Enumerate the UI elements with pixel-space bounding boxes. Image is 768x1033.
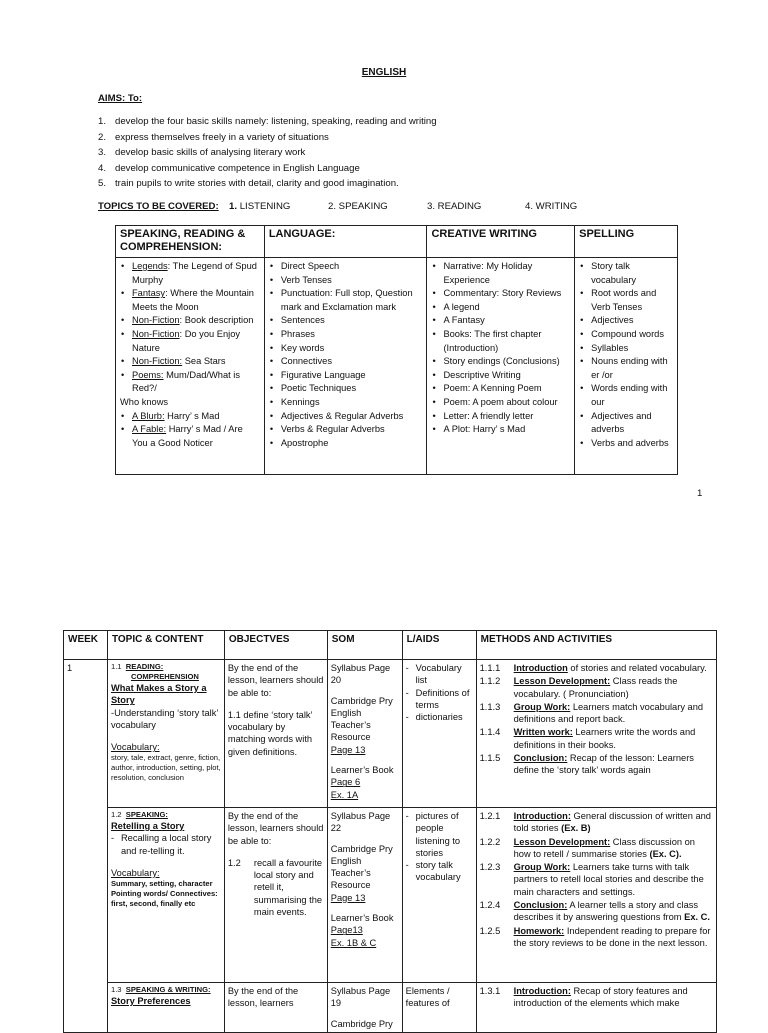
aids-cell: - Vocabulary list - Definitions of terms - dictionaries <box>402 660 476 808</box>
list-item: • A Blurb: Harry’ s Mad <box>120 410 260 424</box>
header-speaking: SPEAKING, READING & COMPREHENSION: <box>116 226 265 258</box>
methods-cell <box>476 660 716 808</box>
list-item: • Adjectives <box>579 314 673 328</box>
aim-item: 5. train pupils to write stories with detail, clarity and good imagination. <box>98 178 399 189</box>
header-som: SOM <box>327 631 402 660</box>
objectives-cell: By the end of the lesson, learners should be able to: 1.1 define ‘story talk’ vocabulary by matching words with given definitions. <box>224 660 327 808</box>
list-item: • Connectives <box>269 355 423 369</box>
list-item: • Commentary: Story Reviews <box>431 287 570 301</box>
list-item: • Adjectives and adverbs <box>579 410 673 437</box>
som-cell: Syllabus Page 20 Cambridge Pry English Teacher’s Resource Page 13 Learner’s Book Page 6 Ex. 1A <box>327 660 402 808</box>
list-item: • Letter: A friendly letter <box>431 410 570 424</box>
header-methods: METHODS AND ACTIVITIES <box>476 631 716 660</box>
list-item: • A legend <box>431 301 570 315</box>
som-cell: Syllabus Page 22 Cambridge Pry English Teacher’s Resource Page 13 Learner’s Book Page13 Ex. 1B & C <box>327 808 402 983</box>
list-item: • Non-Fiction: Do you Enjoy Nature <box>120 328 260 355</box>
topics-label: TOPICS TO BE COVERED: <box>98 201 219 212</box>
list-item: • Descriptive Writing <box>431 369 570 383</box>
methods-cell <box>476 808 716 983</box>
header-spelling: SPELLING <box>575 226 678 258</box>
list-item: • Figurative Language <box>269 369 423 383</box>
list-item: • Punctuation: Full stop, Question mark and Exclamation mark <box>269 287 423 314</box>
list-item: • Poem: A Kenning Poem <box>431 382 570 396</box>
aim-item: 2. express themselves freely in a variety of situations <box>98 131 329 143</box>
list-item: • Non-Fiction: Book description <box>120 314 260 328</box>
week-cell: 1 <box>64 660 108 1033</box>
aims-label: AIMS: To: <box>98 93 143 104</box>
list-item: • Adjectives & Regular Adverbs <box>269 410 423 424</box>
activity-item: 1.2.3 Group Work: Learners take turns with talk partners to retell local stories and describe the main characters and settings. <box>479 862 704 897</box>
topic-cell: 1.2 SPEAKING: Retelling a Story - Recalling a local story and re-telling it. Vocabulary: Summary, setting, character Pointing words/ Connectives: first, second, finally etc <box>107 808 224 983</box>
activity-item: 1.1.3 Group Work: Learners match vocabulary and definitions and report back. <box>479 701 704 725</box>
list-item: • Key words <box>269 342 423 356</box>
speaking-column <box>116 258 265 475</box>
topic-cell: 1.1 READING: COMPREHENSION What Makes a Story a Story -Understanding ‘story talk’ vocabulary Vocabulary: story, tale, extract, genre, fiction, author, introduction, setting, plot, resolution, conclusion <box>107 660 224 808</box>
list-item: • A Fable: Harry’ s Mad / Are You a Good Noticer <box>120 423 260 450</box>
list-item: • A Plot: Harry’ s Mad <box>431 423 570 437</box>
list-item: • Poetic Techniques <box>269 382 423 396</box>
list-item: • Poem: A poem about colour <box>431 396 570 410</box>
lesson-title: Retelling a Story <box>110 821 185 831</box>
list-item: • Kennings <box>269 396 423 410</box>
topic-cell: 1.3 SPEAKING & WRITING: Story Preferences <box>107 983 224 1033</box>
list-item: • Phrases <box>269 328 423 342</box>
table-row <box>64 983 717 1033</box>
activity-item: 1.2.1 Introduction: General discussion of written and told stories (Ex. B) <box>479 811 711 834</box>
list-item: • Words ending with our <box>579 382 673 409</box>
table-row <box>64 660 717 808</box>
activity-item: 1.2.2 Lesson Development: Class discussion on how to retell / summarise stories (Ex. C). <box>479 836 695 859</box>
list-item: • Root words and Verb Tenses <box>579 287 673 314</box>
topics-overview-table <box>115 225 678 475</box>
topic-listening: 1. LISTENING <box>229 201 291 212</box>
objectives-cell: By the end of the lesson, learners <box>224 983 327 1033</box>
activity-item: 1.3.1 Introduction: Recap of story features and introduction of the elements which make <box>479 986 688 1009</box>
list-item: • Story talk vocabulary <box>579 260 673 287</box>
list-item: • Sentences <box>269 314 423 328</box>
spelling-column <box>575 258 678 475</box>
activity-item: 1.2.4 Conclusion: A learner tells a story and class describes it by answering questions from Ex. C. <box>479 900 710 923</box>
topic-speaking: 2. SPEAKING <box>328 201 388 212</box>
som-cell: Syllabus Page 19 Cambridge Pry <box>327 983 402 1033</box>
activity-item: 1.1.2 Lesson Development: Class reads the vocabulary. ( Pronunciation) <box>479 676 678 699</box>
document-title: ENGLISH <box>361 67 407 78</box>
list-item: • Direct Speech <box>269 260 423 274</box>
creative-writing-column <box>427 258 575 475</box>
language-column <box>264 258 427 475</box>
list-item: • Apostrophe <box>269 437 423 451</box>
list-item: • Legends: The Legend of Spud Murphy <box>120 260 260 287</box>
list-item: • Books: The first chapter (Introduction) <box>431 328 570 355</box>
aim-item: 3. develop basic skills of analysing literary work <box>98 147 306 158</box>
lesson-title: Story Preferences <box>110 996 191 1006</box>
list-item: • Non-Fiction: Sea Stars <box>120 355 260 369</box>
aims-list <box>98 115 437 193</box>
topic-writing: 4. WRITING <box>525 201 578 212</box>
activity-item: 1.2.5 Homework: Independent reading to prepare for the story reviews to be done in the next lesson. <box>479 925 711 948</box>
header-aids: L/AIDS <box>402 631 476 660</box>
header-language: LANGUAGE: <box>264 226 427 258</box>
lesson-plan-table <box>63 630 717 1033</box>
objectives-cell: By the end of the lesson, learners should be able to: 1.2 recall a favourite local story and retell it, summarising the main events. <box>224 808 327 983</box>
list-item: • Verbs and adverbs <box>579 437 673 451</box>
activity-item: 1.1.4 Written work: Learners write the words and definitions in their books. <box>479 727 696 750</box>
lesson-title: What Makes a Story a Story <box>110 683 207 706</box>
header-creative-writing: CREATIVE WRITING <box>427 226 575 258</box>
list-item: • Poems: Mum/Dad/What is Red?/ <box>120 369 260 396</box>
aim-item: 4. develop communicative competence in English Language <box>98 162 360 174</box>
list-item: • Compound words <box>579 328 673 342</box>
methods-cell <box>476 983 716 1033</box>
list-item: • Syllables <box>579 342 673 356</box>
list-item: • Nouns ending with er /or <box>579 355 673 382</box>
activity-item: 1.1.1 Introduction of stories and related vocabulary. <box>479 663 707 673</box>
speaking-extra-line: Who knows <box>120 396 169 407</box>
header-topic: TOPIC & CONTENT <box>107 631 224 660</box>
aids-cell: - pictures of people listening to stories - story talk vocabulary <box>402 808 476 983</box>
activity-item: 1.1.5 Conclusion: Recap of the lesson: Learners define the ‘story talk’ words again <box>479 753 694 776</box>
list-item: • A Fantasy <box>431 314 570 328</box>
list-item: • Verb Tenses <box>269 274 423 288</box>
topics-line <box>98 201 578 212</box>
list-item: • Narrative: My Holiday Experience <box>431 260 570 287</box>
table-row <box>64 808 717 983</box>
aids-cell: Elements / features of <box>402 983 476 1033</box>
list-item: • Verbs & Regular Adverbs <box>269 423 423 437</box>
list-item: • Story endings (Conclusions) <box>431 355 570 369</box>
list-item: • Fantasy: Where the Mountain Meets the Moon <box>120 287 260 314</box>
header-objectives: OBJECTVES <box>224 631 327 660</box>
page-number: 1 <box>697 488 703 499</box>
header-week: WEEK <box>64 631 108 660</box>
topic-reading: 3. READING <box>427 201 482 212</box>
aim-item: 1. develop the four basic skills namely: listening, speaking, reading and writing <box>98 116 437 127</box>
